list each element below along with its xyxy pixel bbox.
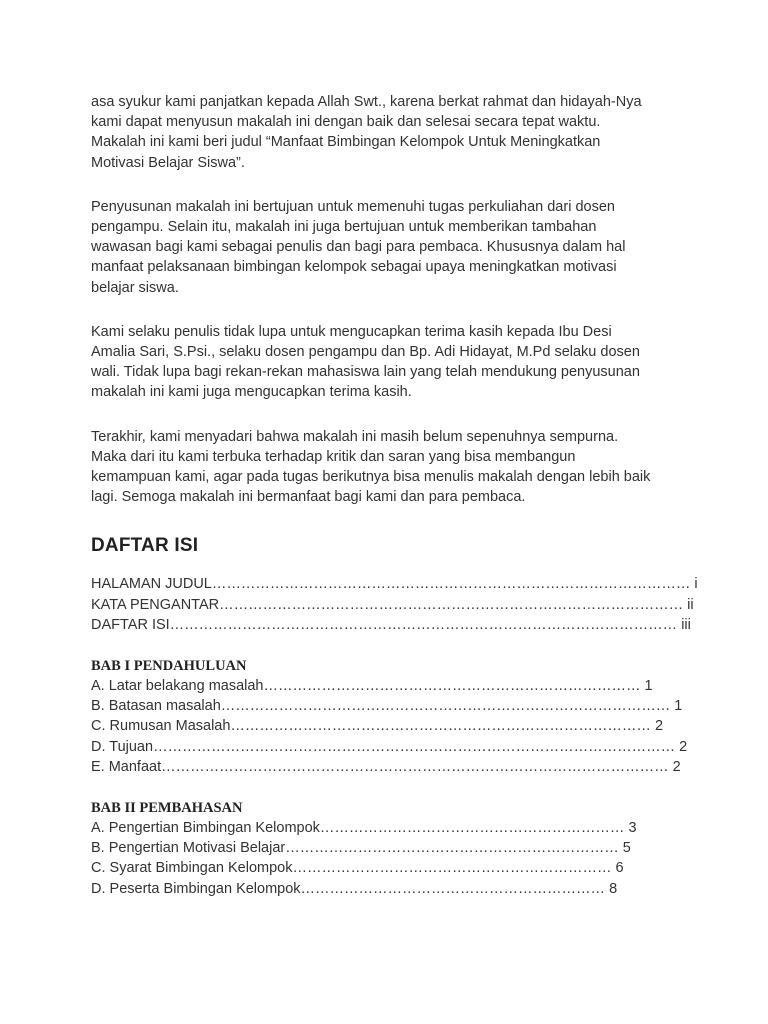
paragraph-line: Amalia Sari, S.Psi., selaku dosen pengampu dan Bp. Adi Hidayat, M.Pd selaku dosen xyxy=(91,344,640,361)
paragraph-line: asa syukur kami panjatkan kepada Allah Swt., karena berkat rahmat dan hidayah-Nya xyxy=(91,94,642,110)
toc-heading: DAFTAR ISI xyxy=(91,535,199,557)
toc-chapter-title: BAB II PEMBAHASAN xyxy=(91,800,243,817)
toc-entry[interactable]: C. Syarat Bimbingan Kelompok………………………………………………………… 6 xyxy=(91,860,624,877)
paragraph-line: Terakhir, kami menyadari bahwa makalah ini masih belum sepenuhnya sempurna. xyxy=(91,428,619,445)
toc-entry[interactable]: B. Pengertian Motivasi Belajar…………………………………………………………… 5 xyxy=(91,840,631,857)
toc-entry[interactable]: D. Tujuan……………………………………………………………………………………………… 2 xyxy=(91,738,688,755)
toc-bab-1 xyxy=(91,656,691,777)
toc-entry[interactable]: B. Batasan masalah………………………………………………………………………………… 1 xyxy=(91,698,683,715)
document-content xyxy=(91,92,698,920)
paragraph-line: manfaat pelaksanaan bimbingan kelompok sebagai upaya meningkatkan motivasi xyxy=(91,259,617,276)
toc-front-matter xyxy=(91,574,698,635)
paragraph-thanks xyxy=(91,322,691,403)
toc-entry[interactable]: KATA PENGANTAR…………………………………………………………………………………… ii xyxy=(91,596,694,613)
toc-entry[interactable]: D. Peserta Bimbingan Kelompok……………………………………………………… 8 xyxy=(91,880,618,897)
toc-entry[interactable]: E. Manfaat…………………………………………………………………………………………… 2 xyxy=(91,758,681,775)
toc-chapter-title: BAB I PENDAHULUAN xyxy=(91,658,247,675)
paragraph-line: pengampu. Selain itu, makalah ini juga bertujuan untuk memberikan tambahan xyxy=(91,219,597,236)
toc-bab-2 xyxy=(91,798,691,899)
paragraph-line: belajar siswa. xyxy=(91,279,179,296)
paragraph-line: Makalah ini kami beri judul “Manfaat Bimbingan Kelompok Untuk Meningkatkan xyxy=(91,134,601,151)
paragraph-line: kemampuan kami, agar pada tugas berikutnya bisa menulis makalah dengan lebih baik xyxy=(91,469,651,486)
paragraph-line: makalah ini kami juga mengucapkan terima kasih. xyxy=(91,384,412,401)
paragraph-opening xyxy=(91,92,691,173)
paragraph-line: Penyusunan makalah ini bertujuan untuk memenuhi tugas perkuliahan dari dosen xyxy=(91,198,615,215)
toc-entry[interactable]: A. Pengertian Bimbingan Kelompok……………………………………………………… 3 xyxy=(91,820,637,837)
toc-entry[interactable]: C. Rumusan Masalah…………………………………………………………………………… 2 xyxy=(91,718,664,735)
paragraph-line: kami dapat menyusun makalah ini dengan baik dan selesai secara tepat waktu. xyxy=(91,114,601,131)
paragraph-line: Kami selaku penulis tidak lupa untuk mengucapkan terima kasih kepada Ibu Desi xyxy=(91,323,612,340)
toc-entry[interactable]: A. Latar belakang masalah…………………………………………………………………… 1 xyxy=(91,678,653,695)
toc-entry[interactable]: HALAMAN JUDUL……………………………………………………………………………………… i xyxy=(91,576,698,593)
toc-entry[interactable]: DAFTAR ISI…………………………………………………………………………………………… iii xyxy=(91,616,691,633)
paragraph-line: Maka dari itu kami terbuka terhadap kritik dan saran yang bisa membangun xyxy=(91,448,576,465)
paragraph-line: wawasan bagi kami sebagai penulis dan bagi para pembaca. Khususnya dalam hal xyxy=(91,239,626,256)
paragraph-line: Motivasi Belajar Siswa”. xyxy=(91,154,245,171)
paragraph-purpose xyxy=(91,197,691,298)
paragraph-line: wali. Tidak lupa bagi rekan-rekan mahasiswa lain yang telah mendukung penyusunan xyxy=(91,364,640,381)
paragraph-closing xyxy=(91,427,691,508)
paragraph-line: lagi. Semoga makalah ini bermanfaat bagi kami dan para pembaca. xyxy=(91,489,526,506)
